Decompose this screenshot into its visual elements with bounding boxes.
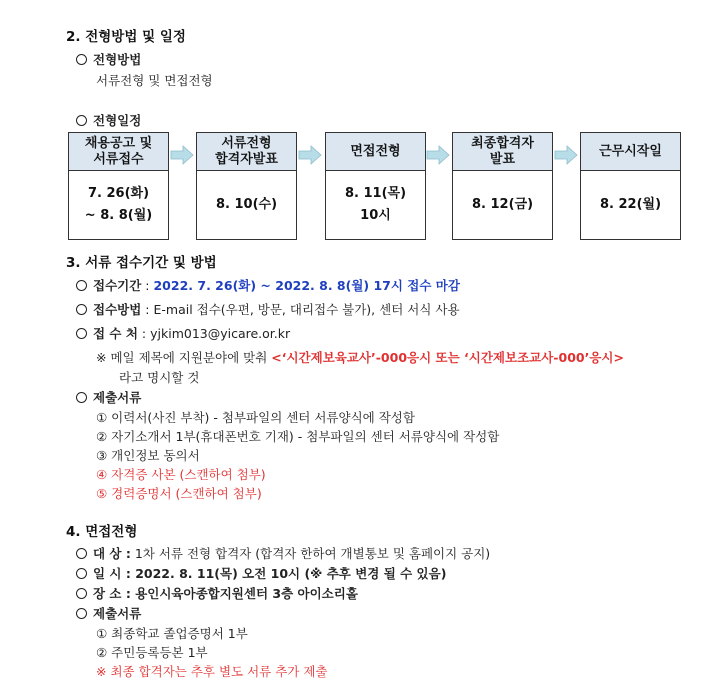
circle-bullet-icon bbox=[76, 115, 87, 126]
arrow-right-icon bbox=[554, 145, 578, 165]
circle-bullet-icon bbox=[76, 304, 87, 315]
period-value: 2022. 7. 26(화) ~ 2022. 8. 8(월) 17시 접수 마감 bbox=[153, 278, 460, 293]
method-text: 서류전형 및 면접전형 bbox=[96, 73, 213, 88]
method-row bbox=[76, 300, 460, 318]
note-prefix: ※ 메일 제목에 지원분야에 맞춰 bbox=[96, 350, 272, 365]
schedule-label: 전형일정 bbox=[93, 113, 142, 128]
method-value: E-mail 접수(우편, 방문, 대리접수 불가), 센터 서식 사용 bbox=[153, 302, 460, 317]
docs-label: 제출서류 bbox=[93, 606, 142, 621]
circle-bullet-icon bbox=[76, 608, 87, 619]
section2-title: 2. 전형방법 및 일정 bbox=[66, 29, 186, 45]
method-label: 전형방법 bbox=[93, 52, 142, 67]
date-row bbox=[76, 564, 446, 582]
schedule-step-4 bbox=[452, 132, 553, 240]
docs-heading bbox=[76, 388, 141, 406]
note-line2: 라고 명시할 것 bbox=[119, 370, 200, 385]
note-row bbox=[96, 348, 624, 366]
doc-item: ② 자기소개서 1부(휴대폰번호 기재) - 첨부파일의 센터 서류양식에 작성함 bbox=[96, 429, 500, 444]
method-label: 접수방법 bbox=[93, 302, 142, 317]
date-label: 일 시 : bbox=[93, 566, 131, 581]
period-label: 접수기간 bbox=[93, 278, 142, 293]
place-value: 용인시육아종합지원센터 3층 아이소리홀 bbox=[130, 586, 358, 601]
circle-bullet-icon bbox=[76, 588, 87, 599]
place-row bbox=[76, 584, 358, 602]
section4-title: 4. 면접전형 bbox=[66, 524, 138, 540]
interview-docs-heading bbox=[76, 604, 141, 622]
dest-label: 접 수 처 bbox=[93, 326, 138, 341]
schedule-step-1 bbox=[68, 132, 169, 240]
docs-label: 제출서류 bbox=[93, 390, 142, 405]
step-date: 8. 12(금) bbox=[471, 197, 534, 212]
step-title: 서류전형 합격자발표 bbox=[197, 133, 296, 171]
step-title: 면접전형 bbox=[326, 133, 425, 171]
separator: : bbox=[137, 326, 151, 341]
step-date: 8. 10(수) bbox=[215, 197, 278, 212]
period-row bbox=[76, 276, 460, 294]
arrow-right-icon bbox=[298, 145, 322, 165]
schedule-step-5 bbox=[580, 132, 681, 240]
note-subject-format: <‘시간제보육교사’-000응시 또는 ‘시간제보조교사-000’응시> bbox=[271, 350, 624, 365]
place-label: 장 소 : bbox=[93, 586, 131, 601]
circle-bullet-icon bbox=[76, 568, 87, 579]
circle-bullet-icon bbox=[76, 280, 87, 291]
doc-item-required: ④ 자격증 사본 (스캔하여 첨부) bbox=[96, 467, 266, 482]
schedule-step-2 bbox=[196, 132, 297, 240]
arrow-right-icon bbox=[170, 145, 194, 165]
circle-bullet-icon bbox=[76, 392, 87, 403]
arrow-right-icon bbox=[426, 145, 450, 165]
schedule-step-3 bbox=[325, 132, 426, 240]
circle-bullet-icon bbox=[76, 54, 87, 65]
final-note: ※ 최종 합격자는 추후 별도 서류 추가 제출 bbox=[96, 664, 328, 679]
target-value: 1차 서류 전형 합격자 (합격자 한하여 개별통보 및 홈페이지 공지) bbox=[130, 546, 491, 561]
step-title: 최종합격자 발표 bbox=[453, 133, 552, 171]
method-heading bbox=[76, 50, 141, 68]
circle-bullet-icon bbox=[76, 328, 87, 339]
separator: : bbox=[141, 302, 154, 317]
doc-item-required: ⑤ 경력증명서 (스캔하여 첨부) bbox=[96, 486, 262, 501]
doc-item: ② 주민등록등본 1부 bbox=[96, 645, 208, 660]
step-date: 8. 22(월) bbox=[599, 197, 662, 212]
doc-item: ③ 개인정보 동의서 bbox=[96, 448, 200, 463]
circle-bullet-icon bbox=[76, 548, 87, 559]
target-row bbox=[76, 544, 490, 562]
email-address: yjkim013@yicare.or.kr bbox=[150, 326, 291, 341]
doc-item: ① 이력서(사진 부착) - 첨부파일의 센터 서류양식에 작성함 bbox=[96, 410, 415, 425]
schedule-heading bbox=[76, 111, 141, 129]
doc-item: ① 최종학교 졸업증명서 1부 bbox=[96, 626, 248, 641]
step-date: 7. 26(화) ~ 8. 8(월) bbox=[84, 186, 153, 223]
step-title: 채용공고 및 서류접수 bbox=[69, 133, 168, 171]
date-value: 2022. 8. 11(목) 오전 10시 (※ 추후 변경 될 수 있음) bbox=[130, 566, 447, 581]
separator: : bbox=[141, 278, 154, 293]
step-title: 근무시작일 bbox=[581, 133, 680, 171]
target-label: 대 상 : bbox=[93, 546, 131, 561]
section3-title: 3. 서류 접수기간 및 방법 bbox=[66, 255, 217, 271]
dest-row bbox=[76, 324, 290, 342]
step-date: 8. 11(목) 10시 bbox=[344, 186, 407, 223]
